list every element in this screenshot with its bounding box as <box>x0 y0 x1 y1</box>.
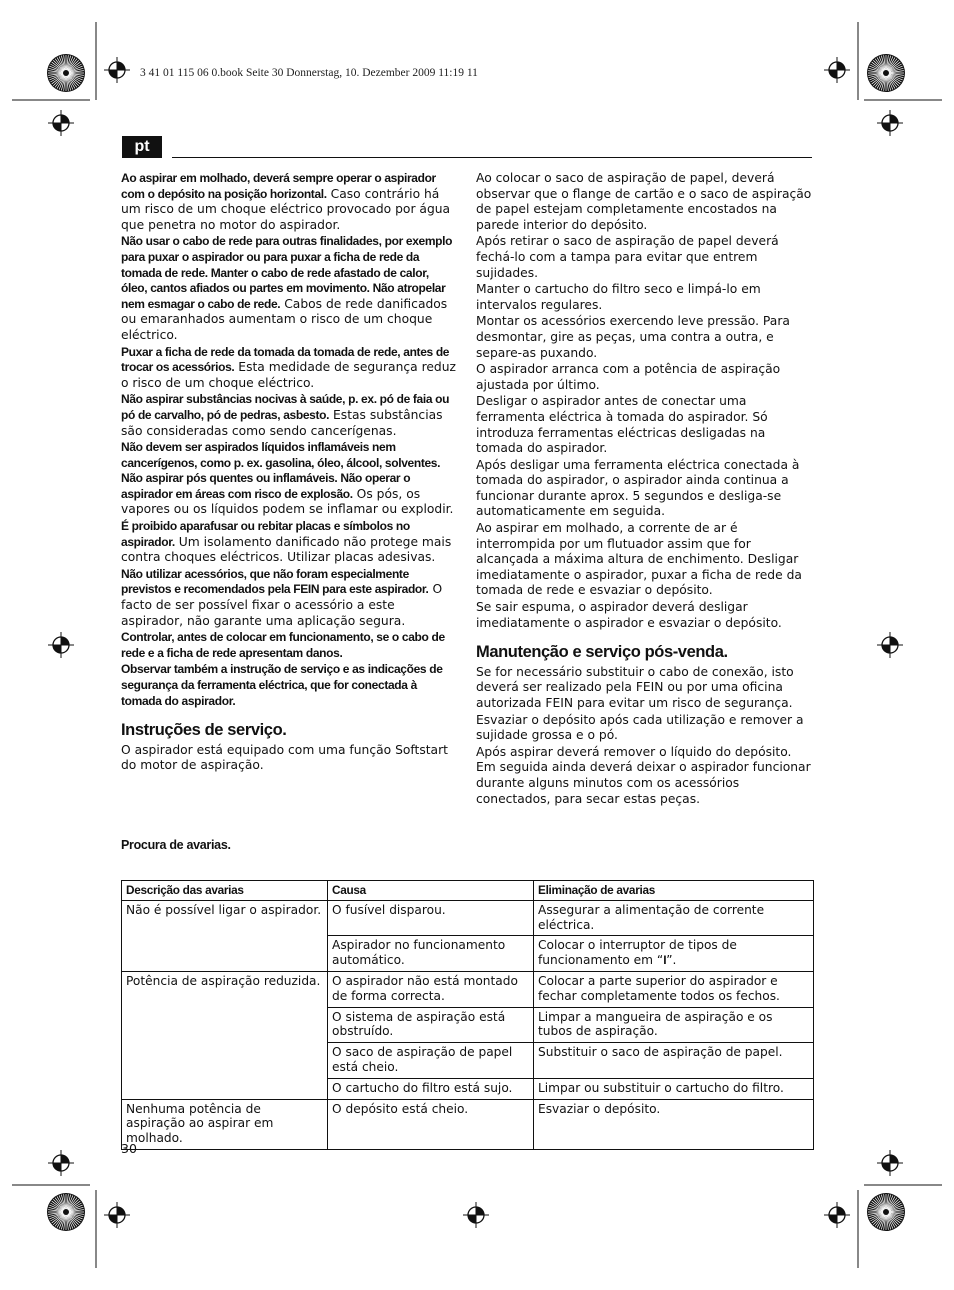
remedy-text: Esvaziar o depósito. <box>538 1101 661 1116</box>
safety-bold-text: Não devem ser aspirados líquidos inflamáveis nem cancerígenos, como p. ex. gasolina, óleo, álcool, solventes. Não aspirar pós quentes ou inflamáveis. Não operar o aspirador em áreas com risco de explosão. <box>121 440 441 501</box>
safety-bold-text: Não aspirar substâncias nocivas à saúde, p. ex. pó de faia ou pó de carvalho, pó de pedras, asbesto. <box>121 392 450 422</box>
operation-paragraph: Manter o cartucho do filtro seco e limpá-lo em intervalos regulares. <box>476 282 761 312</box>
remedy-text: Colocar o interruptor de tipos de funcionamento em “ <box>538 938 737 968</box>
remedy-cell <box>534 1043 814 1079</box>
language-badge: pt <box>122 136 162 158</box>
registration-crosshair-icon <box>824 1202 850 1228</box>
remedy-cell <box>534 1078 814 1099</box>
right-column <box>476 171 812 808</box>
remedy-text: Substituir o saco de aspiração de papel. <box>538 1045 783 1060</box>
safety-text: Um isolamento danificado não protege mais contra choques eléctricos. Utilizar placas adesivas. <box>121 534 452 565</box>
table-row <box>122 971 814 1007</box>
safety-paragraph <box>121 440 457 518</box>
cause-cell: O cartucho do filtro está sujo. <box>328 1078 534 1099</box>
registration-crosshair-icon <box>824 57 850 83</box>
safety-text: Esta medidade de segurança reduz o risco de um choque eléctrico. <box>121 360 456 390</box>
operation-paragraph: Montar os acessórios exercendo leve pressão. Para desmontar, gire as peças, uma contra a outra, e separe-as puxando. <box>476 314 790 360</box>
fault-cell: Não é possível ligar o aspirador. <box>122 900 328 971</box>
safety-bold-text: É proibido aparafusar ou rebitar placas e símbolos no aspirador. <box>121 519 410 549</box>
safety-paragraph <box>121 345 457 392</box>
cause-cell: O saco de aspiração de papel está cheio. <box>328 1043 534 1079</box>
safety-paragraphs <box>121 171 457 709</box>
remedy-cell <box>534 971 814 1007</box>
service-instructions-text: O aspirador está equipado com uma função Softstart do motor de aspiração. <box>121 742 448 773</box>
safety-bold-text: Não usar o cabo de rede para outras finalidades, por exemplo para puxar o aspirador ou para puxar a ficha de rede da tomada de rede. Manter o cabo de rede afastado de calor, óleo, cantos afiados ou partes em movimento. Não atropelar nem esmagar o cabo de rede. <box>121 234 453 311</box>
cause-cell: O sistema de aspiração está obstruído. <box>328 1007 534 1043</box>
operation-paragraph: Ao aspirar em molhado, a corrente de ar é interrompida por um flutuador assim que for alcançada a máxima altura de enchimento. Desligar imediatamente o aspirador, puxar a ficha de rede da tomada de rede e esvaziar o depósito. <box>476 521 802 598</box>
remedy-text: Limpar ou substituir o cartucho do filtro. <box>538 1080 784 1095</box>
operation-paragraph: Após retirar o saco de aspiração de papel deverá fechá-lo com a tampa para evitar que entrem sujidades. <box>476 234 779 280</box>
safety-text: O facto de ser possível fixar o acessório a este aspirador, não garante uma aplicação segura. <box>121 582 443 628</box>
safety-paragraph <box>121 567 457 629</box>
maintenance-paragraph: Se for necessário substituir o cabo de conexão, isto deverá ser realizado pela FEIN ou por uma oficina autorizada FEIN para evitar um risco de segurança. <box>476 664 794 710</box>
table-row <box>122 1099 814 1149</box>
file-info-header: 3 41 01 115 06 0.book Seite 30 Donnerstag, 10. Dezember 2009 11:19 11 <box>140 67 478 79</box>
remedy-text-end: ”. <box>666 953 677 968</box>
cause-cell: Aspirador no funcionamento automático. <box>328 936 534 972</box>
fault-cell: Potência de aspiração reduzida. <box>122 971 328 1099</box>
header-fault: Descrição das avarias <box>122 881 328 901</box>
registration-crosshair-icon <box>877 110 903 136</box>
safety-bold-text: Não utilizar acessórios, que não foram especialmente previstos e recomendados pela FEIN para este aspirador. <box>121 566 429 597</box>
left-column <box>121 171 457 775</box>
operation-paragraph: Desligar o aspirador antes de conectar uma ferramenta eléctrica à tomada do aspirador. Só introduza ferramentas eléctricas desligadas na tomada do aspirador. <box>476 394 768 456</box>
registration-crosshair-icon <box>463 1202 489 1228</box>
safety-text: Caso contrário há um risco de um choque eléctrico provocado por água que penetra no motor do aspirador. <box>121 186 451 232</box>
remedy-cell <box>534 1099 814 1149</box>
cause-cell: O aspirador não está montado de forma correcta. <box>328 971 534 1007</box>
fault-cell: Nenhuma potência de aspiração ao aspirar em molhado. <box>122 1099 328 1149</box>
table-row <box>122 900 814 936</box>
registration-crosshair-icon <box>104 57 130 83</box>
safety-text: Estas substâncias são consideradas como sendo cancerígenas. <box>121 407 443 438</box>
header-remedy: Eliminação de avarias <box>534 881 814 901</box>
safety-paragraph <box>121 234 457 343</box>
maintenance-heading: Manutenção e serviço pós-venda. <box>476 643 728 662</box>
safety-paragraph <box>121 630 457 661</box>
safety-paragraph <box>121 171 457 233</box>
safety-paragraph <box>121 392 457 439</box>
safety-bold-text: Ao aspirar em molhado, deverá sempre operar o aspirador com o depósito na posição horizontal. <box>121 171 436 201</box>
registration-starburst-icon <box>867 1193 905 1231</box>
safety-paragraph <box>121 662 457 709</box>
registration-crosshair-icon <box>48 110 74 136</box>
remedy-text: Limpar a mangueira de aspiração e os tubos de aspiração. <box>538 1009 773 1039</box>
service-instructions-heading: Instruções de serviço. <box>121 721 287 740</box>
registration-crosshair-icon <box>104 1202 130 1228</box>
safety-paragraph <box>121 519 457 566</box>
remedy-text: Assegurar a alimentação de corrente eléctrica. <box>538 902 765 932</box>
safety-bold-text: Puxar a ficha de rede da tomada da tomada de rede, antes de trocar os acessórios. <box>121 344 450 375</box>
operation-paragraph: Após desligar uma ferramenta eléctrica conectada à tomada do aspirador, o aspirador ainda continua a funcionar durante aprox. 5 segundos e desliga-se automaticamente em seguida. <box>476 457 800 519</box>
cause-cell: O depósito está cheio. <box>328 1099 534 1149</box>
maintenance-paragraph: Após aspirar deverá remover o líquido do depósito. Em seguida ainda deverá deixar o aspirador funcionar durante alguns minutos com os acessórios conectados, para secar estas peças. <box>476 744 811 806</box>
operation-paragraph: Ao colocar o saco de aspiração de papel, deverá observar que o flange de cartão e o saco de aspiração de papel estejam completamente encostados na parede interior do depósito. <box>476 171 812 232</box>
remedy-text: Colocar a parte superior do aspirador e fechar completamente todos os fechos. <box>538 973 780 1003</box>
troubleshooting-title: Procura de avarias. <box>121 838 231 852</box>
safety-text: Cabos de rede danificados ou emaranhados aumentam o risco de um choque eléctrico. <box>121 296 448 342</box>
remedy-cell <box>534 936 814 972</box>
remedy-cell <box>534 1007 814 1043</box>
operation-paragraph: Se sair espuma, o aspirador deverá desligar imediatamente o aspirador e esvaziar o depósito. <box>476 600 782 630</box>
switch-position-label: I <box>663 953 667 968</box>
remedy-cell <box>534 900 814 936</box>
maintenance-paragraphs <box>476 665 812 807</box>
page-number: 30 <box>121 1141 137 1156</box>
cause-cell: O fusível disparou. <box>328 900 534 936</box>
registration-starburst-icon <box>47 1193 85 1231</box>
operation-paragraph: O aspirador arranca com a potência de aspiração ajustada por último. <box>476 362 781 392</box>
troubleshooting-table <box>121 880 814 1150</box>
registration-starburst-icon <box>47 54 85 92</box>
safety-bold-text: Controlar, antes de colocar em funcionamento, se o cabo de rede e a ficha de rede apresentam danos. <box>121 630 445 660</box>
header-rule <box>172 157 812 158</box>
registration-crosshair-icon <box>48 632 74 658</box>
registration-crosshair-icon <box>877 632 903 658</box>
safety-text: Os pós, os vapores ou os líquidos podem se inflamar ou explodir. <box>121 486 454 517</box>
registration-crosshair-icon <box>877 1150 903 1176</box>
header-cause: Causa <box>328 881 534 901</box>
table-header-row <box>122 881 814 901</box>
safety-bold-text: Observar também a instrução de serviço e as indicações de segurança da ferramenta eléctrica, que for conectada à tomada do aspirador. <box>121 662 443 708</box>
maintenance-paragraph: Esvaziar o depósito após cada utilização e remover a sujidade grossa e o pó. <box>476 712 804 743</box>
registration-crosshair-icon <box>48 1150 74 1176</box>
registration-starburst-icon <box>867 54 905 92</box>
operation-paragraphs <box>476 171 812 631</box>
